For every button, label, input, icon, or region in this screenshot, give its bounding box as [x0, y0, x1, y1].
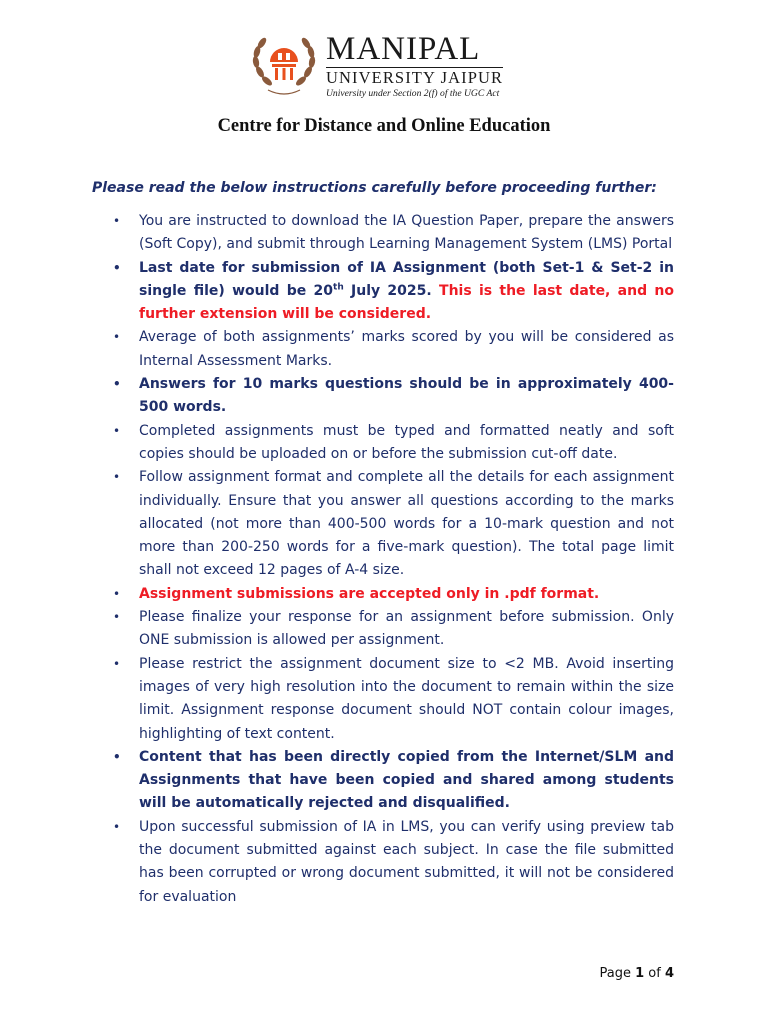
bullet-icon: •	[113, 377, 121, 392]
list-item	[108, 816, 674, 909]
bullet-icon: •	[113, 610, 121, 625]
instruction-text: Upon successful submission of IA in LMS, you can verify using preview tab the document submitted against each subject. In case the file submitted has been corrupted or wrong document submitted, it will not be considered for evaluation	[139, 818, 674, 905]
instruction-text: Last date for submission of IA Assignment (both Set-1 & Set-2 in single file) would be 20	[139, 259, 674, 299]
bullet-icon: •	[113, 214, 121, 228]
bullet-icon: •	[113, 330, 121, 345]
list-item	[108, 653, 674, 746]
logo-wordmark	[326, 32, 503, 100]
list-item	[108, 746, 674, 816]
bullet-icon: •	[113, 470, 121, 485]
bullet-icon: •	[113, 819, 121, 834]
page-total: 4	[664, 966, 674, 981]
instruction-text: Please finalize your response for an assignment before submission. Only ONE submission is allowed per assignment.	[139, 609, 674, 649]
list-item	[108, 583, 674, 606]
logo-title: MANIPAL	[326, 31, 481, 67]
instruction-text: You are instructed to download the IA Question Paper, prepare the answers (Soft Copy), and submit through Learning Management System (LMS) Portal	[139, 213, 674, 253]
instruction-text: Follow assignment format and complete all the details for each assignment individually. Ensure that you answer all questions according to the marks allocated (not more than 400-500 words for a 10-mark question and not more than 200-250 words for a five-mark question). The total page limit shall not exceed 12 pages of A-4 size.	[139, 469, 674, 579]
instruction-text: Content that has been directly copied from the Internet/SLM and Assignments that have been copied and shared among students will be automatically rejected and disqualified.	[139, 748, 674, 812]
logo-subtitle: UNIVERSITY JAIPUR	[326, 68, 504, 87]
list-item	[108, 420, 674, 467]
university-logo	[248, 28, 538, 100]
laurel-emblem-icon	[248, 28, 320, 100]
bullet-icon: •	[113, 656, 121, 671]
list-item	[108, 466, 674, 582]
page-label: Page	[599, 966, 631, 981]
instructions-list	[108, 210, 674, 909]
of-label: of	[648, 966, 661, 981]
date-superscript: th	[333, 282, 344, 293]
bullet-icon: •	[113, 260, 121, 275]
deadline-warning: This is the last date, and no further extension will be considered.	[139, 282, 674, 323]
instruction-text: Answers for 10 marks questions should be in approximately 400-500 words.	[139, 376, 674, 416]
list-item	[108, 326, 674, 373]
list-item	[108, 210, 674, 257]
page-current: 1	[635, 966, 645, 981]
list-item	[108, 606, 674, 653]
pdf-format-warning: Assignment submissions are accepted only in .pdf format.	[139, 585, 600, 602]
instruction-text: Completed assignments must be typed and formatted neatly and soft copies should be uploaded on or before the submission cut-off date.	[139, 422, 674, 462]
instructions-heading: Please read the below instructions carefully before proceeding further:	[92, 180, 657, 196]
bullet-icon: •	[113, 423, 121, 438]
bullet-icon: •	[113, 586, 121, 601]
list-item	[108, 373, 674, 420]
bullet-icon: •	[113, 749, 121, 764]
instruction-text-date: July 2025.	[343, 282, 440, 299]
page-number	[599, 966, 674, 981]
centre-title: Centre for Distance and Online Education	[217, 116, 551, 136]
list-item	[108, 257, 674, 327]
logo-tagline: University under Section 2(f) of the UGC Act	[326, 88, 500, 99]
instruction-text: Average of both assignments’ marks scored by you will be considered as Internal Assessment Marks.	[139, 329, 674, 369]
instruction-text: Please restrict the assignment document size to <2 MB. Avoid inserting images of very high resolution into the document to remain within the size limit. Assignment response document should NOT contain colour images, highlighting of text content.	[139, 655, 674, 742]
